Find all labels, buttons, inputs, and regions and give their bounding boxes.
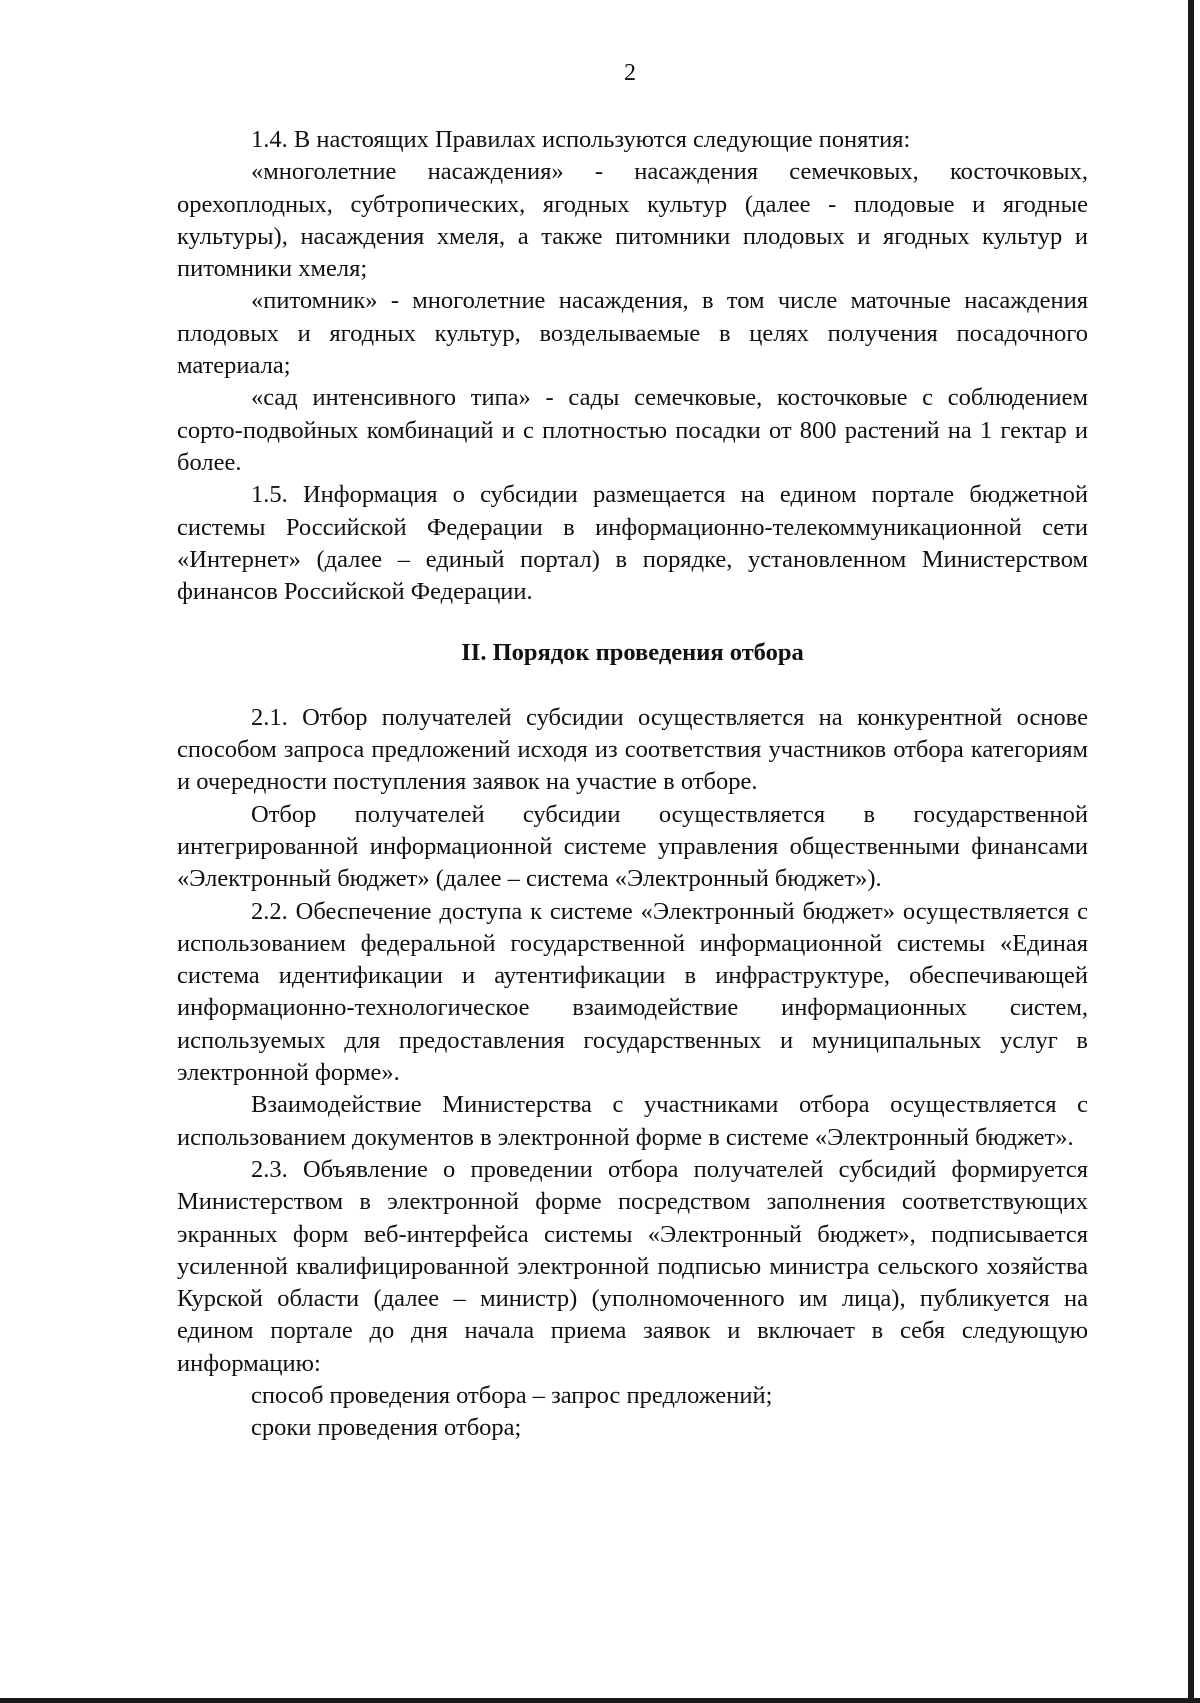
page-number: 2 <box>624 60 636 86</box>
paragraph-1-5: 1.5. Информация о субсидии размещается на едином портале бюджетной системы Российской Федерации в информационно-телекоммуникационной сети «Интернет» (далее – единый портал) в порядке, установленном Министерством финансов Российской Федерации. <box>177 481 1088 606</box>
document-body <box>177 124 1088 1445</box>
paragraph-2-2: 2.2. Обеспечение доступа к системе «Электронный бюджет» осуществляется с использованием федеральной государственной информационной системы «Единая система идентификации и аутентификации в инфраструктуре, обеспечивающей информационно-технологическое взаимодействие информационных систем, используемых для предоставления государственных и муниципальных услуг в электронной форме». <box>177 897 1088 1087</box>
paragraph-2-3: 2.3. Объявление о проведении отбора получателей субсидий формируется Министерством в электронной форме посредством заполнения соответствующих экранных форм веб-интерфейса системы «Электронный бюджет», подписывается усиленной квалифицированной электронной подписью министра сельского хозяйства Курской области (далее – министр) (уполномоченного им лица), публикуется на едином портале до дня начала приема заявок и включает в себя следующую информацию: <box>177 1155 1088 1377</box>
paragraph-2-1-system: Отбор получателей субсидии осуществляется в государственной интегрированной информационной системе управления общественными финансами «Электронный бюджет» (далее – система «Электронный бюджет»). <box>177 800 1088 893</box>
definition-perennial-plantings: «многолетние насаждения» - насаждения семечковых, косточковых, орехоплодных, субтропических, ягодных культур (далее - плодовые и ягодные культуры), насаждения хмеля, а также питомники плодовых и ягодных культур и питомники хмеля; <box>177 158 1088 283</box>
list-item-selection-method: способ проведения отбора – запрос предложений; <box>251 1381 773 1409</box>
definition-nursery: «питомник» - многолетние насаждения, в том числе маточные насаждения плодовых и ягодных культур, возделываемые в целях получения посадочного материала; <box>177 287 1088 380</box>
scan-border-right <box>1188 0 1194 1703</box>
paragraph-2-2-interaction: Взаимодействие Министерства с участниками отбора осуществляется с использованием документов в электронной форме в системе «Электронный бюджет». <box>177 1091 1088 1151</box>
paragraph-1-4: 1.4. В настоящих Правилах используются следующие понятия: <box>251 126 911 153</box>
section-heading: II. Порядок проведения отбора <box>461 639 804 667</box>
definition-intensive-garden: «сад интенсивного типа» - сады семечковые, косточковые с соблюдением сорто-подвойных комбинаций и с плотностью посадки от 800 растений на 1 гектар и более. <box>177 384 1088 476</box>
scan-border-bottom <box>0 1698 1200 1703</box>
list-item-selection-dates: сроки проведения отбора; <box>251 1414 522 1442</box>
paragraph-2-1: 2.1. Отбор получателей субсидии осуществляется на конкурентной основе способом запроса предложений исходя из соответствия участников отбора категориям и очередности поступления заявок на участие в отборе. <box>177 703 1088 796</box>
